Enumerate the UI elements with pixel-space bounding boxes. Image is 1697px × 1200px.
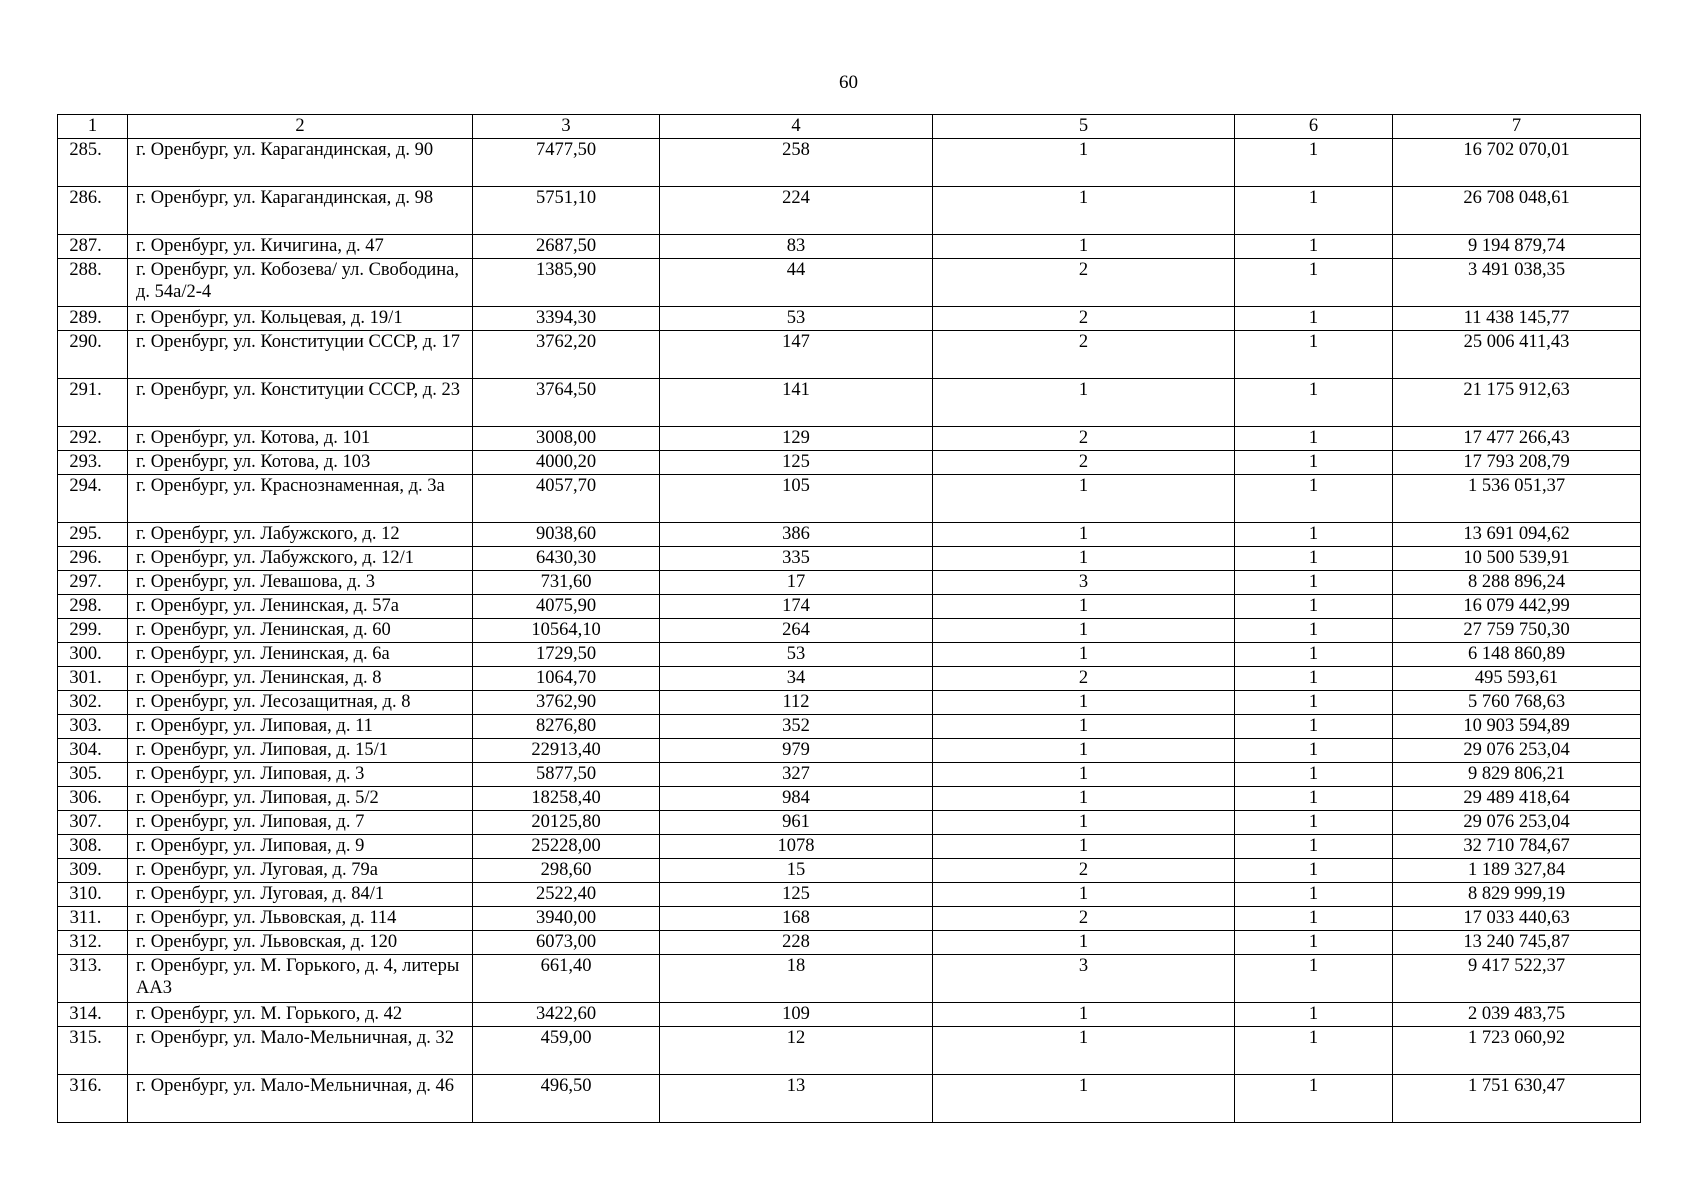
address-cell: г. Оренбург, ул. Лабужского, д. 12 xyxy=(128,523,473,547)
address-cell: г. Оренбург, ул. Карагандинская, д. 90 xyxy=(128,139,473,187)
col6-cell: 1 xyxy=(1235,619,1393,643)
residents-cell: 44 xyxy=(660,259,933,307)
residents-cell: 386 xyxy=(660,523,933,547)
col5-cell: 1 xyxy=(933,475,1235,523)
row-number: 316. xyxy=(58,1075,128,1123)
row-number: 294. xyxy=(58,475,128,523)
address-cell: г. Оренбург, ул. Львовская, д. 120 xyxy=(128,931,473,955)
area-cell: 731,60 xyxy=(473,571,660,595)
address-cell: г. Оренбург, ул. Липовая, д. 5/2 xyxy=(128,787,473,811)
row-number: 314. xyxy=(58,1003,128,1027)
col5-cell: 1 xyxy=(933,691,1235,715)
address-cell: г. Оренбург, ул. Липовая, д. 11 xyxy=(128,715,473,739)
row-number: 308. xyxy=(58,835,128,859)
address-cell: г. Оренбург, ул. Мало-Мельничная, д. 46 xyxy=(128,1075,473,1123)
col5-cell: 2 xyxy=(933,427,1235,451)
residents-cell: 141 xyxy=(660,379,933,427)
area-cell: 4075,90 xyxy=(473,595,660,619)
col5-cell: 1 xyxy=(933,883,1235,907)
row-number: 288. xyxy=(58,259,128,307)
address-cell: г. Оренбург, ул. Конституции СССР, д. 23 xyxy=(128,379,473,427)
row-number: 295. xyxy=(58,523,128,547)
col5-cell: 1 xyxy=(933,595,1235,619)
row-number: 287. xyxy=(58,235,128,259)
area-cell: 20125,80 xyxy=(473,811,660,835)
row-number: 289. xyxy=(58,307,128,331)
col6-cell: 1 xyxy=(1235,595,1393,619)
table-row xyxy=(58,931,1641,955)
col5-cell: 1 xyxy=(933,139,1235,187)
cost-cell: 1 536 051,37 xyxy=(1393,475,1641,523)
row-number: 296. xyxy=(58,547,128,571)
col5-cell: 1 xyxy=(933,1003,1235,1027)
col5-cell: 3 xyxy=(933,955,1235,1003)
table-row xyxy=(58,619,1641,643)
header-col-1: 1 xyxy=(58,115,128,139)
col6-cell: 1 xyxy=(1235,691,1393,715)
col6-cell: 1 xyxy=(1235,379,1393,427)
address-cell: г. Оренбург, ул. Карагандинская, д. 98 xyxy=(128,187,473,235)
address-cell: г. Оренбург, ул. Кичигина, д. 47 xyxy=(128,235,473,259)
col5-cell: 1 xyxy=(933,931,1235,955)
area-cell: 3764,50 xyxy=(473,379,660,427)
address-cell: г. Оренбург, ул. Левашова, д. 3 xyxy=(128,571,473,595)
area-cell: 22913,40 xyxy=(473,739,660,763)
residents-cell: 228 xyxy=(660,931,933,955)
table-row xyxy=(58,1003,1641,1027)
cost-cell: 26 708 048,61 xyxy=(1393,187,1641,235)
cost-cell: 1 723 060,92 xyxy=(1393,1027,1641,1075)
area-cell: 3762,20 xyxy=(473,331,660,379)
col5-cell: 3 xyxy=(933,571,1235,595)
row-number: 307. xyxy=(58,811,128,835)
area-cell: 298,60 xyxy=(473,859,660,883)
table-row xyxy=(58,523,1641,547)
residents-cell: 13 xyxy=(660,1075,933,1123)
table-row xyxy=(58,427,1641,451)
cost-cell: 9 194 879,74 xyxy=(1393,235,1641,259)
area-cell: 4000,20 xyxy=(473,451,660,475)
area-cell: 5877,50 xyxy=(473,763,660,787)
residents-cell: 147 xyxy=(660,331,933,379)
row-number: 311. xyxy=(58,907,128,931)
col6-cell: 1 xyxy=(1235,139,1393,187)
residents-cell: 984 xyxy=(660,787,933,811)
col5-cell: 1 xyxy=(933,787,1235,811)
col5-cell: 1 xyxy=(933,379,1235,427)
cost-cell: 6 148 860,89 xyxy=(1393,643,1641,667)
row-number: 313. xyxy=(58,955,128,1003)
table-row xyxy=(58,331,1641,379)
col6-cell: 1 xyxy=(1235,331,1393,379)
table-row xyxy=(58,691,1641,715)
cost-cell: 21 175 912,63 xyxy=(1393,379,1641,427)
col6-cell: 1 xyxy=(1235,739,1393,763)
cost-cell: 27 759 750,30 xyxy=(1393,619,1641,643)
residents-cell: 961 xyxy=(660,811,933,835)
col5-cell: 1 xyxy=(933,619,1235,643)
table-row xyxy=(58,187,1641,235)
row-number: 291. xyxy=(58,379,128,427)
col5-cell: 1 xyxy=(933,1075,1235,1123)
area-cell: 18258,40 xyxy=(473,787,660,811)
cost-cell: 13 240 745,87 xyxy=(1393,931,1641,955)
area-cell: 3008,00 xyxy=(473,427,660,451)
area-cell: 1064,70 xyxy=(473,667,660,691)
row-number: 315. xyxy=(58,1027,128,1075)
col6-cell: 1 xyxy=(1235,427,1393,451)
col5-cell: 2 xyxy=(933,667,1235,691)
table-row xyxy=(58,859,1641,883)
area-cell: 4057,70 xyxy=(473,475,660,523)
residents-cell: 174 xyxy=(660,595,933,619)
residents-cell: 83 xyxy=(660,235,933,259)
col5-cell: 2 xyxy=(933,331,1235,379)
cost-cell: 25 006 411,43 xyxy=(1393,331,1641,379)
address-cell: г. Оренбург, ул. Липовая, д. 3 xyxy=(128,763,473,787)
col6-cell: 1 xyxy=(1235,643,1393,667)
table-row xyxy=(58,139,1641,187)
cost-cell: 9 829 806,21 xyxy=(1393,763,1641,787)
table-row xyxy=(58,643,1641,667)
col5-cell: 1 xyxy=(933,835,1235,859)
col5-cell: 1 xyxy=(933,763,1235,787)
row-number: 304. xyxy=(58,739,128,763)
row-number: 285. xyxy=(58,139,128,187)
cost-cell: 29 076 253,04 xyxy=(1393,811,1641,835)
area-cell: 10564,10 xyxy=(473,619,660,643)
address-cell: г. Оренбург, ул. Кобозева/ ул. Свободина, д. 54а/2-4 xyxy=(128,259,473,307)
page-number: 60 xyxy=(839,72,858,93)
header-col-3: 3 xyxy=(473,115,660,139)
row-number: 298. xyxy=(58,595,128,619)
address-cell: г. Оренбург, ул. Котова, д. 103 xyxy=(128,451,473,475)
address-cell: г. Оренбург, ул. Ленинская, д. 60 xyxy=(128,619,473,643)
cost-cell: 9 417 522,37 xyxy=(1393,955,1641,1003)
residents-cell: 18 xyxy=(660,955,933,1003)
header-col-4: 4 xyxy=(660,115,933,139)
residents-cell: 17 xyxy=(660,571,933,595)
cost-cell: 29 489 418,64 xyxy=(1393,787,1641,811)
residents-cell: 168 xyxy=(660,907,933,931)
row-number: 302. xyxy=(58,691,128,715)
row-number: 309. xyxy=(58,859,128,883)
col6-cell: 1 xyxy=(1235,835,1393,859)
col6-cell: 1 xyxy=(1235,235,1393,259)
area-cell: 496,50 xyxy=(473,1075,660,1123)
table-row xyxy=(58,739,1641,763)
area-cell: 7477,50 xyxy=(473,139,660,187)
residents-cell: 125 xyxy=(660,451,933,475)
cost-cell: 5 760 768,63 xyxy=(1393,691,1641,715)
address-cell: г. Оренбург, ул. Луговая, д. 79а xyxy=(128,859,473,883)
col5-cell: 1 xyxy=(933,235,1235,259)
col6-cell: 1 xyxy=(1235,787,1393,811)
header-col-6: 6 xyxy=(1235,115,1393,139)
col6-cell: 1 xyxy=(1235,811,1393,835)
row-number: 306. xyxy=(58,787,128,811)
residents-cell: 979 xyxy=(660,739,933,763)
row-number: 297. xyxy=(58,571,128,595)
cost-cell: 13 691 094,62 xyxy=(1393,523,1641,547)
table-row xyxy=(58,667,1641,691)
address-cell: г. Оренбург, ул. Ленинская, д. 6а xyxy=(128,643,473,667)
table-row xyxy=(58,571,1641,595)
residents-cell: 112 xyxy=(660,691,933,715)
residents-cell: 15 xyxy=(660,859,933,883)
col6-cell: 1 xyxy=(1235,883,1393,907)
table-row xyxy=(58,1027,1641,1075)
col5-cell: 2 xyxy=(933,307,1235,331)
row-number: 292. xyxy=(58,427,128,451)
address-cell: г. Оренбург, ул. Лабужского, д. 12/1 xyxy=(128,547,473,571)
col5-cell: 1 xyxy=(933,811,1235,835)
row-number: 300. xyxy=(58,643,128,667)
cost-cell: 1 189 327,84 xyxy=(1393,859,1641,883)
table-row xyxy=(58,451,1641,475)
col6-cell: 1 xyxy=(1235,715,1393,739)
col6-cell: 1 xyxy=(1235,571,1393,595)
header-row xyxy=(58,115,1641,139)
row-number: 303. xyxy=(58,715,128,739)
area-cell: 5751,10 xyxy=(473,187,660,235)
row-number: 312. xyxy=(58,931,128,955)
cost-cell: 10 903 594,89 xyxy=(1393,715,1641,739)
residents-cell: 1078 xyxy=(660,835,933,859)
row-number: 286. xyxy=(58,187,128,235)
cost-cell: 16 079 442,99 xyxy=(1393,595,1641,619)
col6-cell: 1 xyxy=(1235,187,1393,235)
col6-cell: 1 xyxy=(1235,1003,1393,1027)
col5-cell: 1 xyxy=(933,715,1235,739)
cost-cell: 8 829 999,19 xyxy=(1393,883,1641,907)
col5-cell: 1 xyxy=(933,187,1235,235)
col5-cell: 2 xyxy=(933,451,1235,475)
residents-cell: 327 xyxy=(660,763,933,787)
area-cell: 3394,30 xyxy=(473,307,660,331)
area-cell: 2687,50 xyxy=(473,235,660,259)
col6-cell: 1 xyxy=(1235,307,1393,331)
cost-cell: 3 491 038,35 xyxy=(1393,259,1641,307)
address-cell: г. Оренбург, ул. Луговая, д. 84/1 xyxy=(128,883,473,907)
address-cell: г. Оренбург, ул. Краснознаменная, д. 3а xyxy=(128,475,473,523)
row-number: 299. xyxy=(58,619,128,643)
cost-cell: 495 593,61 xyxy=(1393,667,1641,691)
residents-cell: 335 xyxy=(660,547,933,571)
table-body xyxy=(58,139,1641,1123)
table-row xyxy=(58,955,1641,1003)
table-row xyxy=(58,1075,1641,1123)
address-cell: г. Оренбург, ул. Лесозащитная, д. 8 xyxy=(128,691,473,715)
col6-cell: 1 xyxy=(1235,1027,1393,1075)
area-cell: 25228,00 xyxy=(473,835,660,859)
area-cell: 3762,90 xyxy=(473,691,660,715)
area-cell: 6430,30 xyxy=(473,547,660,571)
cost-cell: 17 793 208,79 xyxy=(1393,451,1641,475)
residents-cell: 105 xyxy=(660,475,933,523)
residents-cell: 224 xyxy=(660,187,933,235)
address-cell: г. Оренбург, ул. Мало-Мельничная, д. 32 xyxy=(128,1027,473,1075)
residents-cell: 12 xyxy=(660,1027,933,1075)
table-row xyxy=(58,379,1641,427)
area-cell: 661,40 xyxy=(473,955,660,1003)
table-row xyxy=(58,715,1641,739)
col6-cell: 1 xyxy=(1235,931,1393,955)
cost-cell: 32 710 784,67 xyxy=(1393,835,1641,859)
table-row xyxy=(58,235,1641,259)
col5-cell: 2 xyxy=(933,859,1235,883)
address-cell: г. Оренбург, ул. Липовая, д. 9 xyxy=(128,835,473,859)
address-cell: г. Оренбург, ул. Конституции СССР, д. 17 xyxy=(128,331,473,379)
address-cell: г. Оренбург, ул. Липовая, д. 7 xyxy=(128,811,473,835)
residents-cell: 53 xyxy=(660,307,933,331)
table-row xyxy=(58,811,1641,835)
cost-cell: 1 751 630,47 xyxy=(1393,1075,1641,1123)
row-number: 310. xyxy=(58,883,128,907)
address-cell: г. Оренбург, ул. Котова, д. 101 xyxy=(128,427,473,451)
table-row xyxy=(58,787,1641,811)
row-number: 305. xyxy=(58,763,128,787)
col5-cell: 2 xyxy=(933,259,1235,307)
address-cell: г. Оренбург, ул. Кольцевая, д. 19/1 xyxy=(128,307,473,331)
area-cell: 2522,40 xyxy=(473,883,660,907)
col5-cell: 1 xyxy=(933,1027,1235,1075)
area-cell: 8276,80 xyxy=(473,715,660,739)
col5-cell: 1 xyxy=(933,739,1235,763)
cost-cell: 11 438 145,77 xyxy=(1393,307,1641,331)
col6-cell: 1 xyxy=(1235,451,1393,475)
table-row xyxy=(58,835,1641,859)
area-cell: 1729,50 xyxy=(473,643,660,667)
header-col-7: 7 xyxy=(1393,115,1641,139)
table-row xyxy=(58,547,1641,571)
cost-cell: 8 288 896,24 xyxy=(1393,571,1641,595)
col5-cell: 1 xyxy=(933,547,1235,571)
registry-table xyxy=(57,114,1641,1123)
col6-cell: 1 xyxy=(1235,859,1393,883)
table-row xyxy=(58,907,1641,931)
residents-cell: 53 xyxy=(660,643,933,667)
address-cell: г. Оренбург, ул. М. Горького, д. 42 xyxy=(128,1003,473,1027)
address-cell: г. Оренбург, ул. Ленинская, д. 57а xyxy=(128,595,473,619)
cost-cell: 16 702 070,01 xyxy=(1393,139,1641,187)
cost-cell: 29 076 253,04 xyxy=(1393,739,1641,763)
area-cell: 1385,90 xyxy=(473,259,660,307)
header-col-2: 2 xyxy=(128,115,473,139)
residents-cell: 125 xyxy=(660,883,933,907)
table-row xyxy=(58,883,1641,907)
col6-cell: 1 xyxy=(1235,547,1393,571)
row-number: 290. xyxy=(58,331,128,379)
row-number: 301. xyxy=(58,667,128,691)
col6-cell: 1 xyxy=(1235,475,1393,523)
col5-cell: 2 xyxy=(933,907,1235,931)
header-col-5: 5 xyxy=(933,115,1235,139)
address-cell: г. Оренбург, ул. Львовская, д. 114 xyxy=(128,907,473,931)
cost-cell: 17 477 266,43 xyxy=(1393,427,1641,451)
residents-cell: 34 xyxy=(660,667,933,691)
table-row xyxy=(58,595,1641,619)
table-row xyxy=(58,307,1641,331)
col5-cell: 1 xyxy=(933,643,1235,667)
col6-cell: 1 xyxy=(1235,523,1393,547)
cost-cell: 17 033 440,63 xyxy=(1393,907,1641,931)
area-cell: 6073,00 xyxy=(473,931,660,955)
table-row xyxy=(58,259,1641,307)
table-row xyxy=(58,475,1641,523)
address-cell: г. Оренбург, ул. Липовая, д. 15/1 xyxy=(128,739,473,763)
area-cell: 3422,60 xyxy=(473,1003,660,1027)
col6-cell: 1 xyxy=(1235,907,1393,931)
residents-cell: 129 xyxy=(660,427,933,451)
table-row xyxy=(58,763,1641,787)
col6-cell: 1 xyxy=(1235,955,1393,1003)
residents-cell: 264 xyxy=(660,619,933,643)
row-number: 293. xyxy=(58,451,128,475)
address-cell: г. Оренбург, ул. Ленинская, д. 8 xyxy=(128,667,473,691)
area-cell: 459,00 xyxy=(473,1027,660,1075)
col6-cell: 1 xyxy=(1235,1075,1393,1123)
residents-cell: 352 xyxy=(660,715,933,739)
area-cell: 3940,00 xyxy=(473,907,660,931)
col6-cell: 1 xyxy=(1235,259,1393,307)
col6-cell: 1 xyxy=(1235,667,1393,691)
col6-cell: 1 xyxy=(1235,763,1393,787)
col5-cell: 1 xyxy=(933,523,1235,547)
residents-cell: 258 xyxy=(660,139,933,187)
cost-cell: 2 039 483,75 xyxy=(1393,1003,1641,1027)
residents-cell: 109 xyxy=(660,1003,933,1027)
area-cell: 9038,60 xyxy=(473,523,660,547)
address-cell: г. Оренбург, ул. М. Горького, д. 4, литеры АА3 xyxy=(128,955,473,1003)
cost-cell: 10 500 539,91 xyxy=(1393,547,1641,571)
